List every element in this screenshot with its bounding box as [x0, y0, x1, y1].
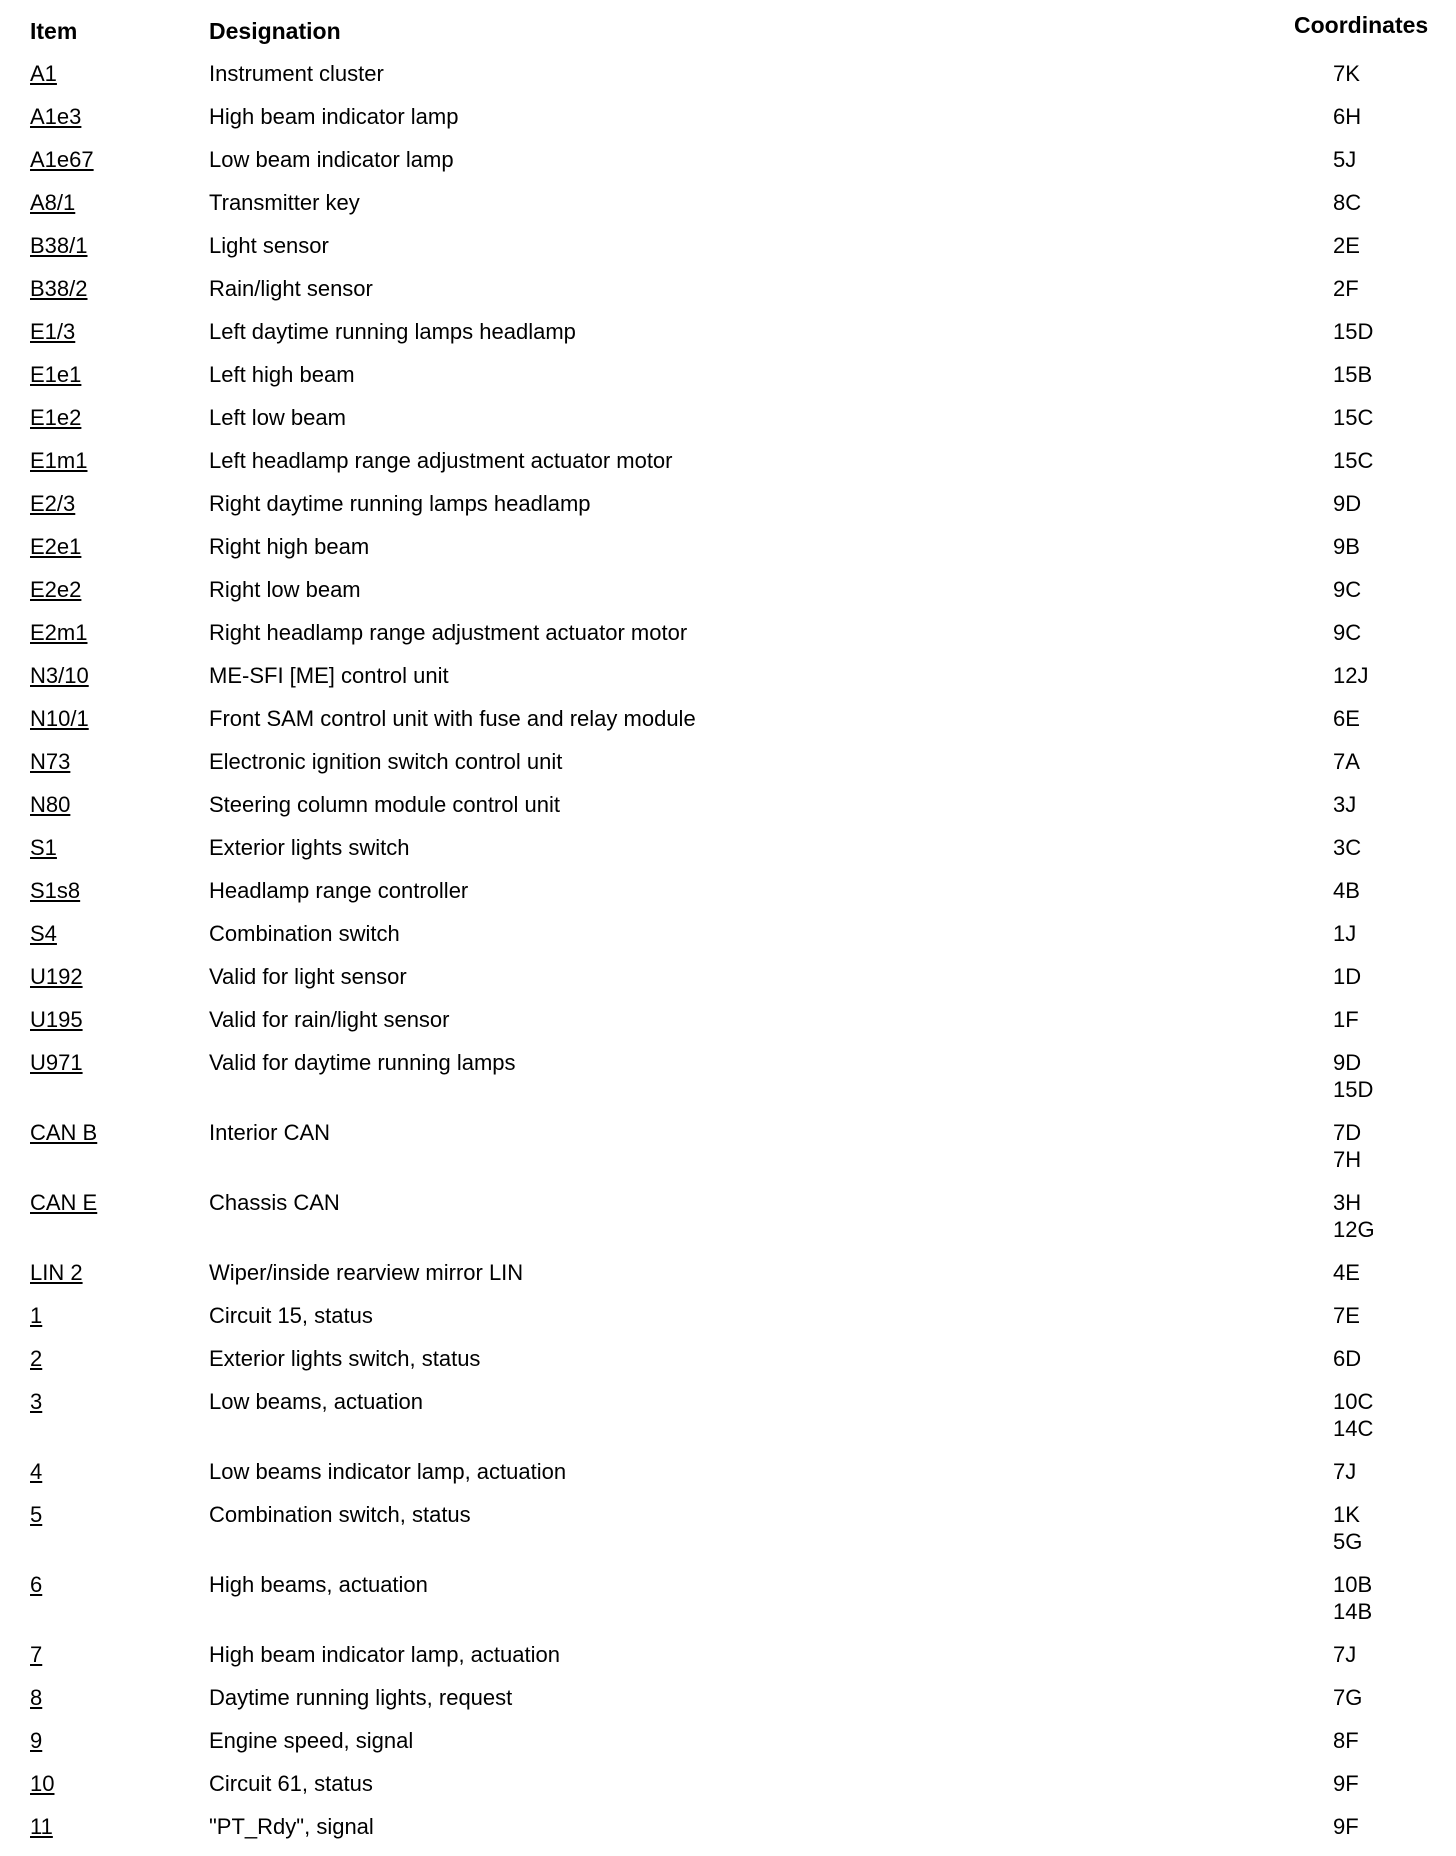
designation: Low beam indicator lamp	[209, 147, 454, 172]
designation: Exterior lights switch	[209, 835, 410, 860]
table-row	[0, 1181, 1456, 1251]
designation: "PT_Rdy", signal	[209, 1814, 374, 1839]
table-row	[0, 783, 1456, 826]
coordinates	[1333, 60, 1456, 87]
coordinate-value: 7K	[1333, 61, 1360, 86]
designation: Circuit 61, status	[209, 1771, 373, 1796]
table-row	[0, 1719, 1456, 1762]
coordinate-value: 7G	[1333, 1685, 1363, 1710]
coordinate-value: 1D	[1333, 964, 1362, 989]
coordinate-value: 1F	[1333, 1007, 1359, 1032]
item-link[interactable]: LIN 2	[30, 1260, 83, 1285]
coordinate-value: 3C	[1333, 835, 1362, 860]
coordinate-value: 12G	[1333, 1217, 1375, 1242]
designation: Headlamp range controller	[209, 878, 469, 903]
coordinates	[1333, 1189, 1456, 1243]
coordinate-value: 5G	[1333, 1529, 1363, 1554]
designation: Combination switch	[209, 921, 400, 946]
item-link[interactable]: U192	[30, 964, 83, 989]
item-link[interactable]: 8	[30, 1685, 43, 1710]
designation: High beam indicator lamp	[209, 104, 459, 129]
item-link[interactable]: A8/1	[30, 190, 76, 215]
table-row	[0, 1633, 1456, 1676]
designation: Daytime running lights, request	[209, 1685, 513, 1710]
coordinate-value: 9D	[1333, 1050, 1362, 1075]
coordinates	[1333, 1770, 1456, 1797]
coordinate-value: 9F	[1333, 1771, 1359, 1796]
item-link[interactable]: CAN B	[30, 1120, 98, 1145]
coordinate-value: 15B	[1333, 362, 1373, 387]
designation: Electronic ignition switch control unit	[209, 749, 563, 774]
coordinates	[1333, 447, 1456, 474]
item-link[interactable]: 4	[30, 1459, 43, 1484]
item-link[interactable]: U195	[30, 1007, 83, 1032]
designation: Interior CAN	[209, 1120, 331, 1145]
coordinate-value: 6E	[1333, 706, 1360, 731]
coordinate-value: 4E	[1333, 1260, 1360, 1285]
item-link[interactable]: CAN E	[30, 1190, 98, 1215]
item-link[interactable]: S4	[30, 921, 57, 946]
coordinate-value: 9C	[1333, 577, 1362, 602]
table-row	[0, 482, 1456, 525]
table-row	[0, 1563, 1456, 1633]
legend-table	[0, 52, 1456, 1848]
table-row	[0, 568, 1456, 611]
item-link[interactable]: 10	[30, 1771, 55, 1796]
coordinate-value: 15C	[1333, 448, 1374, 473]
table-row	[0, 912, 1456, 955]
coordinate-value: 15D	[1333, 319, 1374, 344]
coordinates	[1333, 1727, 1456, 1754]
item-link[interactable]: E2/3	[30, 491, 76, 516]
item-link[interactable]: E1m1	[30, 448, 88, 473]
item-link[interactable]: 2	[30, 1346, 43, 1371]
table-row	[0, 1041, 1456, 1111]
table-row	[0, 1294, 1456, 1337]
designation: Valid for daytime running lamps	[209, 1050, 516, 1075]
coordinates	[1333, 1049, 1456, 1103]
item-link[interactable]: B38/1	[30, 233, 88, 258]
coordinates	[1333, 490, 1456, 517]
coordinate-value: 7J	[1333, 1642, 1357, 1667]
item-link[interactable]: A1e3	[30, 104, 82, 129]
item-link[interactable]: S1	[30, 835, 57, 860]
item-link[interactable]: N3/10	[30, 663, 89, 688]
item-link[interactable]: 3	[30, 1389, 43, 1414]
item-link[interactable]: 6	[30, 1572, 43, 1597]
table-row	[0, 396, 1456, 439]
coordinate-value: 3J	[1333, 792, 1357, 817]
coordinates	[1333, 1813, 1456, 1840]
designation: ME-SFI [ME] control unit	[209, 663, 449, 688]
coordinates	[1333, 576, 1456, 603]
designation: Chassis CAN	[209, 1190, 340, 1215]
designation: Transmitter key	[209, 190, 360, 215]
item-link[interactable]: A1	[30, 61, 57, 86]
table-row	[0, 52, 1456, 95]
table-row	[0, 267, 1456, 310]
designation: Left high beam	[209, 362, 355, 387]
item-link[interactable]: E2e2	[30, 577, 82, 602]
designation: Light sensor	[209, 233, 329, 258]
table-row	[0, 1676, 1456, 1719]
item-link[interactable]: N73	[30, 749, 71, 774]
item-link[interactable]: 1	[30, 1303, 43, 1328]
table-row	[0, 1111, 1456, 1181]
designation: Rain/light sensor	[209, 276, 373, 301]
table-row	[0, 310, 1456, 353]
coordinates	[1333, 103, 1456, 130]
table-row	[0, 654, 1456, 697]
item-link[interactable]: 9	[30, 1728, 43, 1753]
coordinate-value: 7H	[1333, 1147, 1362, 1172]
item-link[interactable]: 5	[30, 1502, 43, 1527]
coordinates	[1333, 963, 1456, 990]
coordinate-value: 10C	[1333, 1389, 1374, 1414]
coordinate-value: 7A	[1333, 749, 1360, 774]
coordinate-value: 14C	[1333, 1416, 1374, 1441]
coordinates	[1333, 1119, 1456, 1173]
coordinate-value: 8C	[1333, 190, 1362, 215]
item-link[interactable]: E1/3	[30, 319, 76, 344]
table-row	[0, 353, 1456, 396]
header-designation: Designation	[209, 18, 341, 44]
table-row	[0, 1450, 1456, 1493]
coordinate-value: 7D	[1333, 1120, 1362, 1145]
coordinates	[1333, 662, 1456, 689]
coordinates	[1333, 1641, 1456, 1668]
table-row	[0, 697, 1456, 740]
coordinates	[1333, 1259, 1456, 1286]
coordinates	[1333, 361, 1456, 388]
coordinate-value: 9C	[1333, 620, 1362, 645]
coordinates	[1333, 748, 1456, 775]
table-row	[0, 1805, 1456, 1848]
coordinates	[1333, 232, 1456, 259]
designation: Right low beam	[209, 577, 361, 602]
coordinates	[1333, 404, 1456, 431]
coordinate-value: 12J	[1333, 663, 1369, 688]
table-row	[0, 181, 1456, 224]
table-row	[0, 224, 1456, 267]
designation: Left headlamp range adjustment actuator motor	[209, 448, 673, 473]
coordinate-value: 1J	[1333, 921, 1357, 946]
coordinate-value: 15C	[1333, 405, 1374, 430]
coordinate-value: 8F	[1333, 1728, 1359, 1753]
designation: High beams, actuation	[209, 1572, 428, 1597]
item-link[interactable]: S1s8	[30, 878, 81, 903]
table-row	[0, 1380, 1456, 1450]
designation: Steering column module control unit	[209, 792, 560, 817]
item-link[interactable]: 11	[30, 1814, 53, 1839]
table-row	[0, 1493, 1456, 1563]
coordinates	[1333, 834, 1456, 861]
table-row	[0, 1337, 1456, 1380]
coordinate-value: 1K	[1333, 1502, 1360, 1527]
coordinates	[1333, 275, 1456, 302]
item-link[interactable]: 7	[30, 1642, 43, 1667]
table-row	[0, 525, 1456, 568]
designation: High beam indicator lamp, actuation	[209, 1642, 560, 1667]
table-row	[0, 95, 1456, 138]
designation: Exterior lights switch, status	[209, 1346, 481, 1371]
header-coordinates: Coordinates	[1294, 12, 1429, 38]
header-item: Item	[30, 18, 78, 44]
item-link[interactable]: E1e2	[30, 405, 82, 430]
coordinates	[1333, 1006, 1456, 1033]
coordinates	[1333, 1388, 1456, 1442]
coordinate-value: 2E	[1333, 233, 1360, 258]
coordinates	[1333, 1458, 1456, 1485]
coordinate-value: 14B	[1333, 1599, 1373, 1624]
table-row	[0, 955, 1456, 998]
coordinate-value: 7E	[1333, 1303, 1360, 1328]
table-row	[0, 998, 1456, 1041]
item-link[interactable]: U971	[30, 1050, 83, 1075]
item-link[interactable]: E2e1	[30, 534, 82, 559]
table-row	[0, 1762, 1456, 1805]
coordinate-value: 10B	[1333, 1572, 1373, 1597]
coordinates	[1333, 189, 1456, 216]
table-row	[0, 826, 1456, 869]
coordinate-value: 9D	[1333, 491, 1362, 516]
coordinates	[1333, 146, 1456, 173]
coordinate-value: 2F	[1333, 276, 1359, 301]
designation: Left daytime running lamps headlamp	[209, 319, 576, 344]
designation: Right daytime running lamps headlamp	[209, 491, 591, 516]
coordinates	[1333, 1345, 1456, 1372]
designation: Valid for light sensor	[209, 964, 407, 989]
coordinate-value: 15D	[1333, 1077, 1374, 1102]
coordinate-value: 5J	[1333, 147, 1357, 172]
coordinates	[1333, 533, 1456, 560]
item-link[interactable]: B38/2	[30, 276, 88, 301]
table-row	[0, 138, 1456, 181]
item-link[interactable]: N10/1	[30, 706, 89, 731]
table-row	[0, 740, 1456, 783]
coordinates	[1333, 1302, 1456, 1329]
designation: Low beams, actuation	[209, 1389, 424, 1414]
item-link[interactable]: E2m1	[30, 620, 88, 645]
table-row	[0, 439, 1456, 482]
designation: Low beams indicator lamp, actuation	[209, 1459, 567, 1484]
coordinate-value: 6D	[1333, 1346, 1362, 1371]
designation: Wiper/inside rearview mirror LIN	[209, 1260, 524, 1285]
coordinates	[1333, 920, 1456, 947]
table-row	[0, 611, 1456, 654]
coordinates	[1333, 791, 1456, 818]
coordinate-value: 9B	[1333, 534, 1360, 559]
coordinate-value: 6H	[1333, 104, 1362, 129]
item-link[interactable]: A1e67	[30, 147, 94, 172]
coordinates	[1333, 1684, 1456, 1711]
item-link[interactable]: N80	[30, 792, 71, 817]
designation: Engine speed, signal	[209, 1728, 414, 1753]
designation: Instrument cluster	[209, 61, 384, 86]
table-row	[0, 869, 1456, 912]
table-row	[0, 1251, 1456, 1294]
coordinates	[1333, 877, 1456, 904]
coordinate-value: 4B	[1333, 878, 1360, 903]
coordinate-value: 7J	[1333, 1459, 1357, 1484]
designation: Valid for rain/light sensor	[209, 1007, 450, 1032]
coordinate-value: 3H	[1333, 1190, 1362, 1215]
designation: Circuit 15, status	[209, 1303, 373, 1328]
coordinates	[1333, 318, 1456, 345]
coordinates	[1333, 1571, 1456, 1625]
designation: Combination switch, status	[209, 1502, 471, 1527]
coordinates	[1333, 1501, 1456, 1555]
designation: Right high beam	[209, 534, 370, 559]
coordinates	[1333, 619, 1456, 646]
designation: Left low beam	[209, 405, 346, 430]
coordinates	[1333, 705, 1456, 732]
item-link[interactable]: E1e1	[30, 362, 82, 387]
coordinate-value: 9F	[1333, 1814, 1359, 1839]
designation: Right headlamp range adjustment actuator motor	[209, 620, 688, 645]
designation: Front SAM control unit with fuse and relay module	[209, 706, 696, 731]
